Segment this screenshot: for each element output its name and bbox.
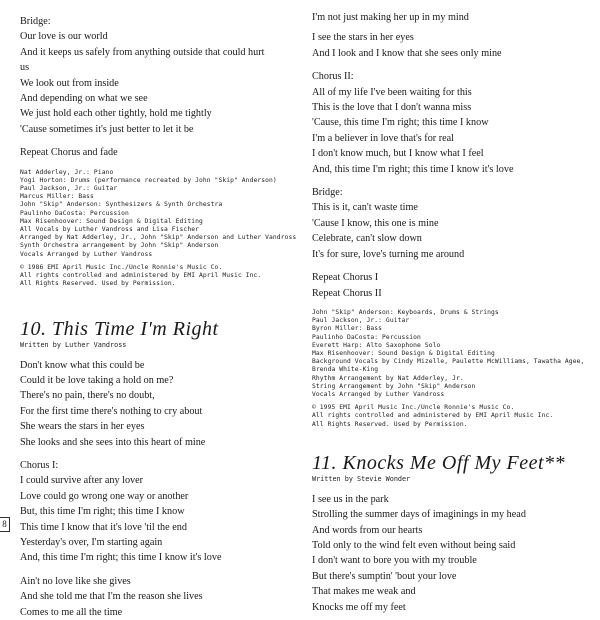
lyric-line: 'Cause, this time I'm right; this time I know [312, 117, 489, 129]
credit-line: Nat Adderley, Jr.: Piano [20, 168, 114, 176]
lyric-line: That makes me weak and [312, 586, 416, 598]
left-column [20, 14, 295, 620]
credit-line: Yogi Horton: Drums (performance recreated by John "Skip" Anderson) [20, 176, 277, 184]
chorus-stanza [312, 69, 582, 177]
lyric-line: And she told me that I'm the reason she lives [20, 591, 203, 603]
lyric-line: I see us in the park [312, 493, 389, 505]
lyric-line: I don't want to bore you with my trouble [312, 555, 477, 567]
copyright-line: © 1986 EMI April Music Inc./Uncle Ronnie's Music Co. [20, 263, 223, 271]
credit-line: Rhythm Arrangement by Nat Adderley, Jr. [312, 374, 464, 382]
lyric-line: This is it, can't waste time [312, 202, 418, 214]
lyric-line: Bridge: [312, 187, 343, 199]
song-writer: Written by Luther Vandross [20, 340, 127, 349]
lyric-line: And it keeps us safely from anything outside that could hurt [20, 46, 265, 58]
lyric-line: Ain't no love like she gives [20, 575, 131, 587]
lyric-line: She looks and she sees into this heart of mine [20, 436, 206, 448]
lyric-line: And I look and I know that she sees only mine [312, 47, 502, 59]
lyric-line: And words from our hearts [312, 524, 423, 536]
lyric-line: Chorus I: [20, 459, 59, 471]
credit-line: Vocals Arranged by Luther Vandross [312, 390, 445, 398]
lyric-line: 'Cause I know, this one is mine [312, 217, 439, 229]
credit-line: Synth Orchestra arrangement by John "Skip" Anderson [20, 242, 219, 250]
lyric-line: We just hold each other tightly, hold me tightly [20, 108, 212, 120]
credit-line: Paul Jackson, Jr.: Guitar [312, 317, 410, 325]
song-title: 10. This Time I'm Right [20, 317, 219, 340]
credits [312, 308, 585, 399]
lyric-line: Bridge: [20, 16, 51, 27]
verse-stanza [312, 30, 582, 61]
copyright-line: All Rights Reserved. Used by Permission. [20, 280, 176, 288]
page-number: 8 [0, 517, 10, 532]
lyric-line: I'm a believer in love that's for real [312, 132, 454, 144]
lyric-line: But there's sumptin' 'bout your love [312, 570, 457, 582]
lyric-line: Could it be love taking a hold on me? [20, 374, 174, 386]
lyric-line: us [20, 62, 30, 74]
credit-line: John "Skip" Anderson: Synthesizers & Synth Orchestra [20, 201, 223, 209]
lyric-line: I could survive after any lover [20, 475, 144, 487]
verse-stanza [20, 358, 295, 450]
lyric-line: It's for sure, love's turning me around [312, 248, 465, 260]
credit-line: Background Vocals by Cindy Mizelle, Paulette McWilliams, Tawatha Agee, [312, 358, 585, 366]
right-column [312, 10, 585, 615]
bridge-stanza [312, 185, 582, 262]
lyric-line: She wears the stars in her eyes [20, 421, 145, 433]
credit-line: Vocals Arranged by Luther Vandross [20, 250, 153, 258]
lyric-line: All of my life I've been waiting for this [312, 86, 472, 98]
copyright-line: All rights controlled and administered by EMI April Music Inc. [20, 272, 262, 280]
lyric-line: I'm not just making her up in my mind [312, 12, 469, 23]
bridge-stanza [20, 14, 295, 137]
lyric-line: For the first time there's nothing to cry about [20, 405, 203, 417]
lyric-line: And, this time I'm right; this time I know it's love [20, 552, 222, 564]
lyric-line: And depending on what we see [20, 93, 148, 105]
lyric-line: But, this time I'm right; this time I know [20, 506, 185, 518]
credit-line: Brenda White-King [312, 366, 379, 374]
credit-line: Marcus Miller: Bass [20, 193, 94, 201]
lyric-line: Celebrate, can't slow down [312, 233, 422, 245]
lyric-line: And, this time I'm right; this time I know it's love [312, 163, 514, 175]
copyright-line: All rights controlled and administered by EMI April Music Inc. [312, 412, 554, 420]
copyright [20, 264, 295, 289]
credit-line: Max Risenhoover: Sound Design & Digital Editing [20, 217, 203, 225]
lyric-line: 'Cause sometimes it's just better to let it be [20, 123, 194, 135]
credit-line: Byron Miller: Bass [312, 325, 383, 333]
credits [20, 169, 295, 259]
credit-line: Max Risenhoover: Sound Design & Digital Editing [312, 349, 495, 357]
lyric-line: Told only to the wind felt even without being said [312, 539, 516, 551]
repeat-instruction: Repeat Chorus and fade [20, 147, 118, 159]
lyric-line: This is the love that I don't wanna miss [312, 102, 472, 114]
lyric-line: I see the stars in her eyes [312, 32, 414, 44]
credit-line: Paul Jackson, Jr.: Guitar [20, 185, 118, 193]
lyric-line: Chorus II: [312, 71, 354, 83]
verse-stanza [312, 492, 582, 615]
copyright [312, 404, 582, 429]
credit-line: Arranged by Nat Adderley, Jr., John "Skip" Anderson and Luther Vandross [20, 234, 297, 242]
verse-stanza [20, 574, 295, 620]
lyric-line: We look out from inside [20, 77, 119, 89]
copyright-line: © 1995 EMI April Music Inc./Uncle Ronnie's Music Co. [312, 404, 515, 412]
lyric-line: There's no pain, there's no doubt, [20, 390, 155, 402]
lyric-line: Comes to me all the time [20, 606, 123, 618]
lyric-line: Our love is our world [20, 31, 108, 43]
repeat-instruction: Repeat Chorus II [312, 287, 382, 299]
credit-line: Paulinho DaCosta: Percussion [20, 209, 129, 217]
credit-line: String Arrangement by John "Skip" Anderson [312, 382, 476, 390]
lyric-line: Knocks me off my feet [312, 601, 406, 613]
credit-line: Paulinho DaCosta: Percussion [312, 333, 421, 341]
lyric-line: Love could go wrong one way or another [20, 490, 189, 502]
song-title: 11. Knocks Me Off My Feet** [312, 451, 566, 474]
copyright-line: All Rights Reserved. Used by Permission. [312, 420, 468, 428]
lyric-line: Strolling the summer days of imaginings in my head [312, 509, 526, 521]
credit-line: John "Skip" Anderson: Keyboards, Drums & Strings [312, 308, 499, 316]
lyric-line: Don't know what this could be [20, 359, 145, 371]
credit-line: All Vocals by Luther Vandross and Lisa Fischer [20, 226, 199, 234]
lyric-line: This time I know that it's love 'til the end [20, 521, 187, 533]
repeat-instruction: Repeat Chorus I [312, 272, 379, 284]
song-writer: Written by Stevie Wonder [312, 474, 411, 483]
lyric-line: I don't know much, but I know what I feel [312, 148, 484, 160]
credit-line: Everett Harp: Alto Saxophone Solo [312, 341, 441, 349]
chorus-stanza [20, 458, 295, 566]
lyric-line: Yesterday's over, I'm starting again [20, 536, 163, 548]
